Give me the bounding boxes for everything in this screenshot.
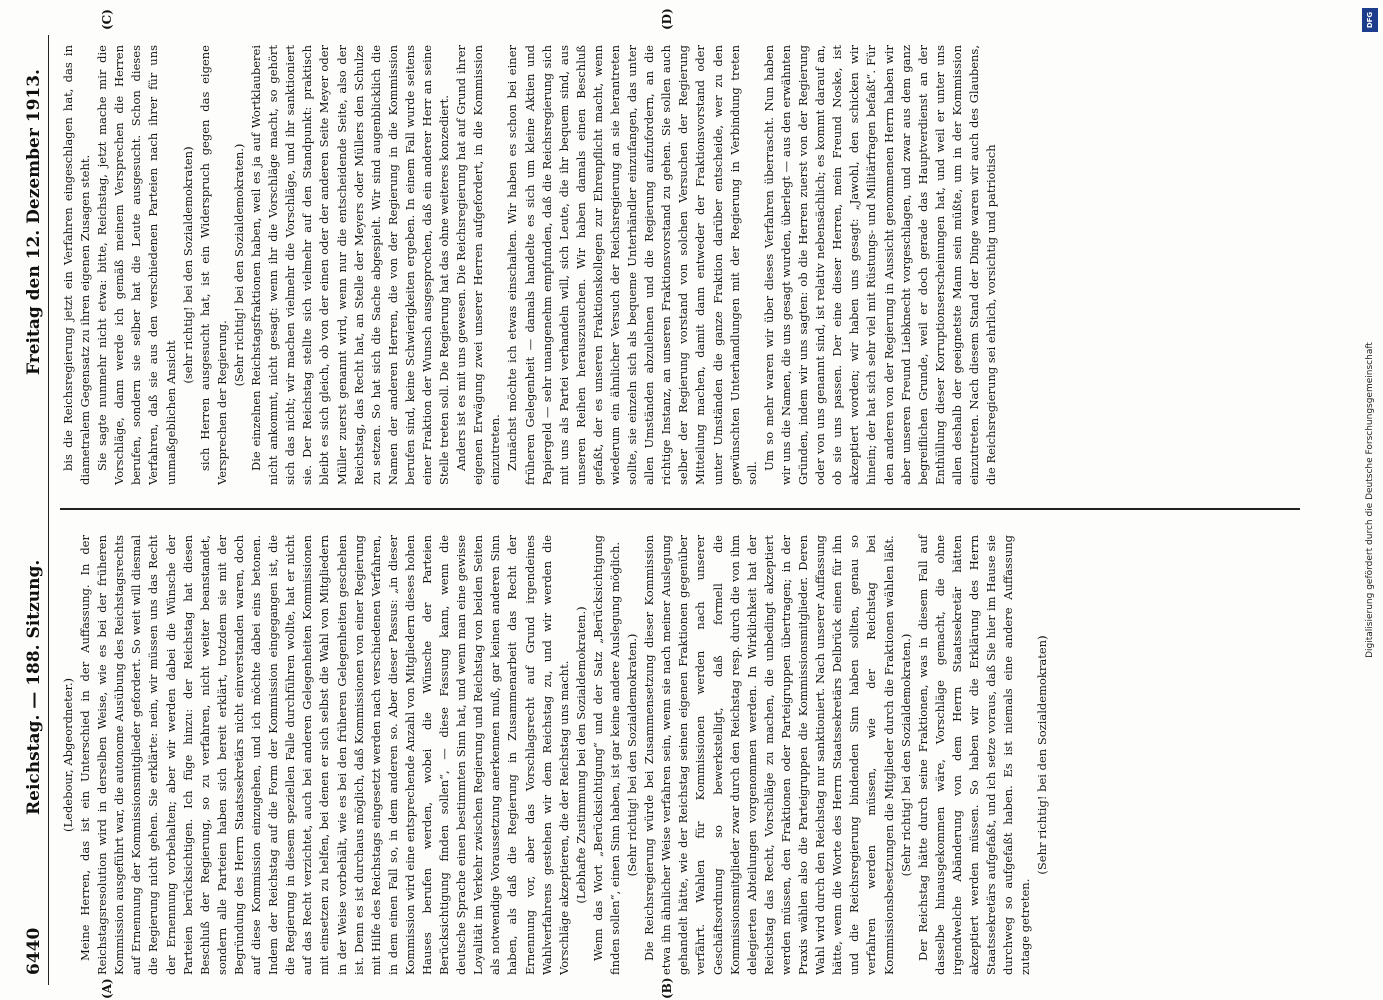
dfg-logo: DFG xyxy=(1362,8,1378,32)
paragraph: (Ledebour, Abgeordneter.) xyxy=(61,678,75,832)
paragraph: (sehr richtig! bei den Sozialdemokraten) xyxy=(180,146,195,384)
left-text-column xyxy=(60,535,1280,975)
paragraph: Der Reichstag hätte durch seine Fraktionen, was in diesem Fall auf dasselbe hinausgekommen wäre, Vorschläge gemacht, die ohne irgendwelche Abänderung von dem Herrn Staatssekretär hätten akzeptiert werden müssen. So haben wir die Erklärung des Herrn Staatssekretärs aufgefaßt, und ich setze voraus, daß Sie hier im Hause sie durchweg so aufgefaßt haben. Es ist niemals eine andere Auffassung zutage getreten. xyxy=(915,535,1033,975)
margin-marker-b: (B) xyxy=(660,977,674,999)
paragraph: Meine Herren, das ist ein Unterschied in der Auffassung. In der Reichstagsresolution wird in derselben Weise, wie es bei der früheren Kommission ausgeführt war, die autonome Ausübung des Reichstagsrechts auf Ernennung der Kommissionsmitglieder gefordert. So weit will diesmal die Regierung nicht gehen. Sie erklärte: nein, wir müssen uns das Recht der Ernennung vorbehalten; aber wir werden dabei die Wünsche der Parteien berücksichtigen. Ich füge hinzu: der Reichstag hat diesen Beschluß der Regierung, so zu verfahren, nicht weiter beanstandet, sondern alle Parteien haben sich bereit erklärt, trotzdem sie mit der Begründung des Herrn Staatssekretärs nicht einverstanden waren, doch auf diese Kommission einzugehen, und ich möchte dabei eins betonen. Indem der Reichstag auf die Form der Kommission eingegangen ist, die die Regierung in diesem speziellen Falle durchführen wollte, hat er nicht auf das Recht verzichtet, auch bei anderen Gelegenheiten Kommissionen mit einsetzen zu helfen, bei denen er sich selbst die Wahl von Mitgliedern in der Weise vorbehält, wie es bei den früheren Gelegenheiten geschehen ist. Denn es ist durchaus möglich, daß Kommissionen von einer Regierung mit Hilfe des Reichstags eingesetzt werden nach verschiedenen Verfahren, in dem einen Fall so, in dem anderen so. Aber dieser Passus: „in dieser Kommission wird eine entsprechende Anzahl von Mitgliedern dieses hohen Hauses berufen werden, wobei die Wünsche der Parteien Berücksichtigung finden sollen“, — diese Fassung kann, wenn die deutsche Sprache einen bestimmten Sinn hat, und wenn man eine gewisse Loyalität im Verkehr zwischen Regierung und Reichstag von beiden Seiten als notwendige Voraussetzung anerkennen muß, gar keinen anderen Sinn haben, als daß die Regierung in Zusammenarbeit das Recht der Ernennung vor, aber das Vorschlagsrecht auf Grund irgendeines Wahlverfahrens gestehen wir dem Reichstag zu, und wir werden die Vorschläge akzeptieren, die der Reichstag uns macht. xyxy=(78,535,571,975)
rotated-document-page xyxy=(20,8,1340,999)
paragraph: (Sehr richtig! bei den Sozialdemokraten.) xyxy=(231,143,246,387)
column-divider xyxy=(60,509,1300,511)
margin-marker-d: (D) xyxy=(660,8,674,30)
paragraph: Sie sagte nunmehr nicht etwa: bitte, Reichstag, jetzt mache mir die Vorschläge, dann werde ich gemäß meinem Versprechen die Herren berufen, sondern sie selber hat die Leute ausgesucht. Schon dieses Verfahren, daß sie aus den verschiedenen Parteien nach ihrer für uns unmaßgeblichen Ansicht xyxy=(95,45,178,485)
paragraph: Anders ist es mit uns gewesen. Die Reichsregierung hat auf Grund ihrer eigenen Erwägung zwei unserer Herren aufgefordert, in die Kommission einzutreten. xyxy=(454,45,503,485)
right-text-column xyxy=(60,45,1250,485)
paragraph: Wenn das Wort „Berücksichtigung“ und der Satz „Berücksichtigung finden sollen“, einen Sinn haben, ist gar keine andere Auslegung möglich. xyxy=(590,535,622,975)
paragraph: Um so mehr waren wir über dieses Verfahren überrascht. Nun haben wir uns die Namen, die uns gesagt wurden, überlegt — aus den erwähnten Gründen, indem wir uns sagten: ob die Herren zuerst von der Regierung oder von uns genannt sind, ist relativ nebensächlich; es kommt darauf an, ob sie uns passen. Der eine dieser Herren, mein Freund Noske, ist akzeptiert worden; wir haben uns gesagt: „Jawohl, den schicken wir hinein; der hat sich sehr viel mit Rüstungs- und Militärfragen befaßt“. Für den anderen von der Regierung in Aussicht genommenen Herrn haben wir aber unseren Freund Liebknecht vorgeschlagen, und zwar aus dem ganz begreiflichen Grunde, weil er doch gerade das Hauptverdienst an der Enthüllung dieser Korruptionserscheinungen hat, und weil er unter uns allen deshalb der geeignetste Mann sein müßte, um in der Kommission einzutreten. Nach diesem Stand der Dinge waren wir auch des Glaubens, die Reichsregierung sei ehrlich, vorsichtig und patriotisch xyxy=(761,45,999,485)
paragraph: (Lebhafte Zustimmung bei den Sozialdemokraten.) xyxy=(573,606,588,904)
paragraph: (Sehr richtig! bei den Sozialdemokraten.) xyxy=(898,633,913,877)
margin-marker-c: (C) xyxy=(100,9,114,30)
paragraph: (Sehr richtig! bei den Sozialdemokraten) xyxy=(1035,635,1050,875)
page-header xyxy=(20,35,49,985)
paragraph: Zunächst möchte ich etwas einschalten. Wir haben es schon bei einer früheren Gelegenheit — damals handelte es sich um kleine Aktien und Papiergeld — sehr unangenehm empfunden, daß die Reichsregierung sich mit uns als Partei verhandeln will, sich Leute, die ihr bequem sind, aus unseren Reihen herauszusuchen. Wir haben damals einen Beschluß gefaßt, der es unseren Fraktionskollegen zur Ehrenpflicht macht, wenn wiederum ein ähnlicher Versuch der Reichsregierung an sie herantreten sollte, sie einzeln sich als bequeme Unterhändler einzufangen, das unter allen Umständen abzulehnen und die Regierung aufzufordern, an die richtige Instanz, an unseren Fraktionsvorstand zu gehen. Sie sollen auch selber der Regierung vorstand von solchen Versuchen der Regierung Mitteilung machen, damit dann entweder der Fraktionsvorstand oder unter Umständen die ganze Fraktion darüber entscheide, wer zu den gewünschten Unterhandlungen mit der Regierung in Verbindung treten soll. xyxy=(505,45,759,485)
paragraph: Die Reichsregierung würde bei Zusammensetzung dieser Kommission etwa ihn ähnlicher Weise verfahren sein, wenn sie nach meiner Auslegung gehandelt hätte, wie der Reichstag seinen eigenen Fraktionen gegenüber verfährt. Wahlen für Kommissionen werden nach unserer Geschäftsordnung so bewerkstelligt, daß formell die Kommissionsmitglieder zwar durch den Reichstag resp. durch die von ihm delegierten Abteilungen vorgenommen werden. In Wirklichkeit hat der Reichstag das Recht, Vorschläge zu machen, die unbedingt akzeptiert werden müssen, den Fraktionen oder Parteigruppen übertragen; in der Praxis wählen also die Parteigruppen die Kommissionsmitglieder. Deren Wahl wird durch den Reichstag nur sanktioniert. Nach unserer Auffassung hätte, wenn die Worte des Herrn Staatssekretärs Delbrück einen für ihn und die Reichsregierung bindenden Sinn haben sollten, genau so verfahren werden müssen, wie der Reichstag bei Kommissionsbesetzungen die Mitglieder durch die Fraktionen wählen läßt. xyxy=(642,535,896,975)
header-session: Reichstag. — 188. Sitzung. xyxy=(24,559,44,815)
paragraph: bis die Reichsregierung jetzt ein Verfahren eingeschlagen hat, das in diametralem Gegensatz zu ihren eigenen Zusagen steht. xyxy=(61,45,93,485)
page-number: 6440 xyxy=(24,927,44,975)
paragraph: sich Herren ausgesucht hat, ist ein Widerspruch gegen das eigene Versprechen der Regierung. xyxy=(197,45,229,485)
paragraph: Die einzelnen Reichstagsfraktionen haben, weil es ja auf Wortklauberei nicht ankommt, nicht gesagt: wenn ihr die Vorschläge macht, so gehört sich das nicht; wir machen vielmehr die Vorschläge, und ihr sanktioniert sie. Der Reichstag stellte sich vielmehr auf den Standpunkt: praktisch bleibt es sich gleich, ob von der einen oder der anderen Seite Meyer oder Müller zuerst genannt wird, wenn nur die entscheidende Seite, also der Reichstag, das Recht hat, an Stelle der Meyers oder Müllers den Schulze zu setzen. So hat sich die Sache abgespielt. Wir sind augenblicklich die Namen der anderen Herren, die von der Regierung in die Kommission berufen sind, keine Schwierigkeiten ergeben. In einem Fall wurde seitens einer Fraktion der Wunsch ausgesprochen, daß ein anderer Herr an seine Stelle treten soll. Die Regierung hat das ohne weiteres konzediert. xyxy=(249,45,452,485)
header-date: Freitag den 12. Dezember 1913. xyxy=(24,69,44,375)
margin-marker-a: (A) xyxy=(100,978,114,999)
paragraph: (Sehr richtig! bei den Sozialdemokraten.) xyxy=(625,633,640,877)
digitization-credit: Digitalisierung gefördert durch die Deutsche Forschungsgemeinschaft xyxy=(1365,342,1375,658)
